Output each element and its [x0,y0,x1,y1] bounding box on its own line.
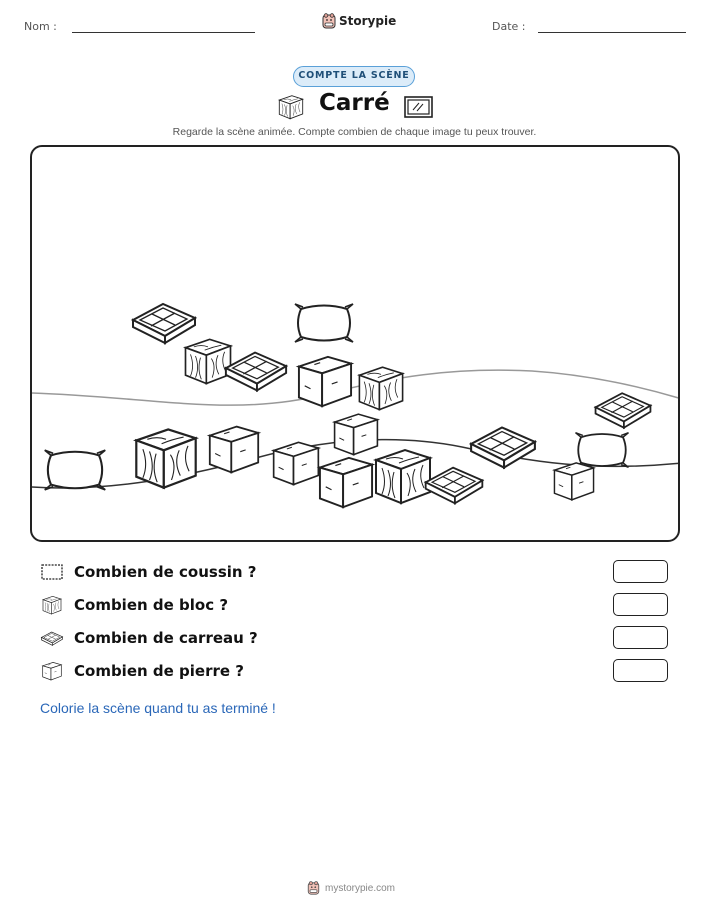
stone-cube [335,414,378,454]
window-pane-icon [404,96,433,118]
instructions: Regarde la scène animée. Compte combien de chaque image tu peux trouver. [172,126,537,138]
tile [226,353,286,391]
scene-frame [30,145,680,542]
stone-cube [274,442,319,484]
question-row [40,659,670,685]
date-label: Date : [492,20,526,33]
answer-box[interactable] [613,560,668,583]
wood-block [359,367,402,409]
wood-block [136,429,195,487]
question-text: Combien de carreau ? [74,629,258,647]
footer-url: mystorypie.com [325,882,396,894]
tile [133,304,195,343]
tile [426,468,483,504]
name-field[interactable] [72,32,255,33]
date-field[interactable] [538,32,686,33]
tile [471,427,535,467]
question-row [40,593,670,619]
answer-box[interactable] [613,593,668,616]
name-label: Nom : [24,20,57,33]
question-text: Combien de bloc ? [74,596,229,614]
brand-name: Storypie [339,14,397,28]
question-text: Combien de coussin ? [74,563,257,581]
storypie-logo-icon [322,13,336,29]
pillow-icon [40,562,64,582]
brand [322,13,396,29]
stone-cube [320,458,372,507]
question-row [40,626,670,652]
stone-cube [210,427,258,473]
wood-block [186,339,231,383]
scene-illustration [32,147,680,542]
pillow [295,304,353,342]
wood-block-icon [40,595,64,615]
far-ground-line [32,370,680,405]
coloring-note: Colorie la scène quand tu as terminé ! [40,700,276,716]
stone-cube [299,357,351,406]
storypie-logo-icon [307,881,320,895]
stone-cube [554,463,593,500]
question-row [40,560,670,586]
tile [596,393,651,428]
answer-box[interactable] [613,626,668,649]
pillow [45,450,106,490]
question-text: Combien de pierre ? [74,662,244,680]
wood-block [376,450,430,503]
activity-badge: COMPTE LA SCÈNE [293,66,415,87]
stone-cube-icon [40,661,64,681]
wood-block-icon [277,94,305,120]
page-title: Carré [319,90,390,116]
answer-box[interactable] [613,659,668,682]
tile-icon [40,628,64,648]
footer [307,881,395,895]
pillow [576,433,629,468]
